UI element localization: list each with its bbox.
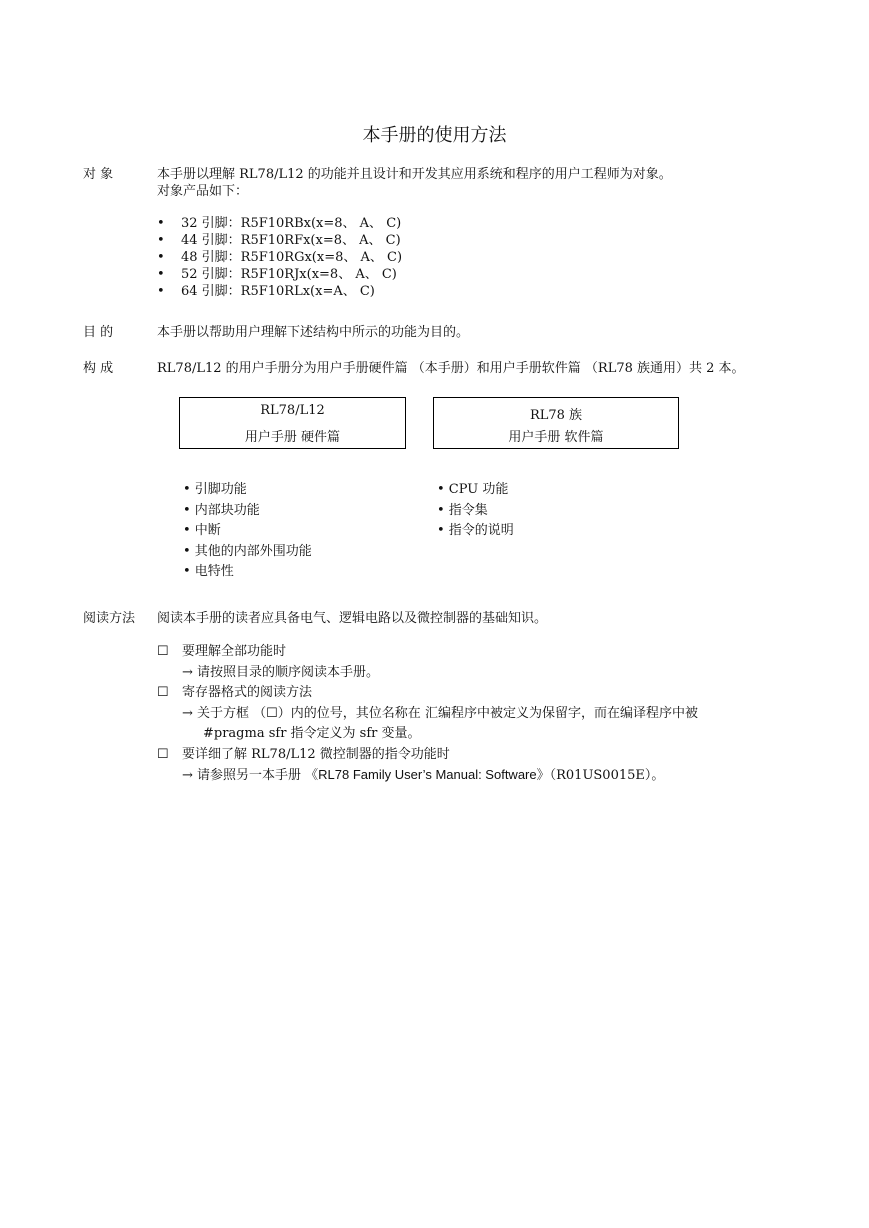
hardware-feature-list [183, 480, 312, 583]
product-list [157, 215, 402, 300]
software-box-line1: RL78 族 [529, 408, 583, 423]
list-item: • 48 引脚：R5F10RGx(x=8、 A、 C) [157, 250, 403, 265]
guide-note-1: → 请按照目录的顺序阅读本手册。 [182, 664, 380, 680]
section-label-target: 对 象 [83, 167, 114, 182]
list-item: • 32 引脚：R5F10RBx(x=8、 A、 C) [157, 216, 402, 231]
software-feature-list [437, 480, 514, 542]
hardware-manual-box [179, 397, 406, 449]
checkbox-icon: ☐ [157, 685, 169, 700]
bullet-icon: • [157, 250, 165, 265]
hardware-box-line2: 用户手册 硬件篇 [244, 430, 341, 445]
checkbox-icon: ☐ [157, 644, 169, 659]
structure-text: RL78/L12 的用户手册分为用户手册硬件篇 （本手册）和用户手册软件篇 （RL78 族通用）共 2 本。 [157, 361, 745, 376]
software-box-line2: 用户手册 软件篇 [508, 430, 604, 445]
checkbox-icon: ☐ [157, 746, 169, 762]
section-label-purpose: 目 的 [83, 325, 114, 340]
bullet-icon: • [157, 216, 165, 231]
list-item: • 其他的内部外围功能 [183, 543, 312, 559]
guide-note-2a: → 关于方框 （☐）内的位号，其位名称在 汇编程序中被定义为保留字，而在编译程序中被 [182, 705, 698, 721]
section-label-structure: 构 成 [83, 361, 114, 376]
reading-text: 阅读本手册的读者应具备电气、逻辑电路以及微控制器的基础知识。 [157, 611, 548, 626]
bullet-icon: • [157, 284, 165, 299]
section-label-reading: 阅读方法 [83, 611, 136, 626]
software-manual-box [433, 397, 679, 449]
list-item: • 引脚功能 [183, 482, 247, 497]
list-item: • 内部块功能 [183, 502, 260, 518]
purpose-text: 本手册以帮助用户理解下述结构中所示的功能为目的。 [157, 325, 470, 340]
list-item: • 44 引脚：R5F10RFx(x=8、 A、 C) [157, 233, 401, 248]
page-title: 本手册的使用方法 [362, 125, 507, 146]
list-item: • 指令的说明 [437, 523, 514, 538]
guide-item-3: ☐ 要详细了解 RL78/L12 微控制器的指令功能时 [157, 745, 698, 766]
list-item: • 64 引脚：R5F10RLx(x=A、 C) [157, 284, 375, 299]
guide-item-2: ☐ 寄存器格式的阅读方法 [157, 683, 698, 704]
list-item: • 中断 [183, 523, 221, 538]
target-products-intro: 对象产品如下： [157, 184, 249, 199]
list-item: • CPU 功能 [437, 482, 509, 497]
bullet-icon: • [157, 233, 165, 248]
guide-note-3: → 请参照另一本手册 《RL78 Family User’s Manual: Software》（R01US0015E）。 [182, 767, 665, 783]
list-item: • 电特性 [183, 564, 234, 579]
target-description: 本手册以理解 RL78/L12 的功能并且设计和开发其应用系统和程序的用户工程师为对象。 [157, 167, 672, 182]
guide-note-2b: #pragma sfr 指令定义为 sfr 变量。 [203, 726, 421, 741]
list-item: • 指令集 [437, 502, 488, 518]
reading-guide [157, 642, 698, 786]
bullet-icon: • [157, 267, 165, 282]
guide-item-1: ☐ 要理解全部功能时 [157, 642, 698, 663]
hardware-box-line1: RL78/L12 [260, 403, 325, 418]
list-item: • 52 引脚：R5F10RJx(x=8、 A、 C) [157, 267, 397, 282]
software-manual-title: RL78 Family User’s Manual: Software [318, 767, 537, 782]
